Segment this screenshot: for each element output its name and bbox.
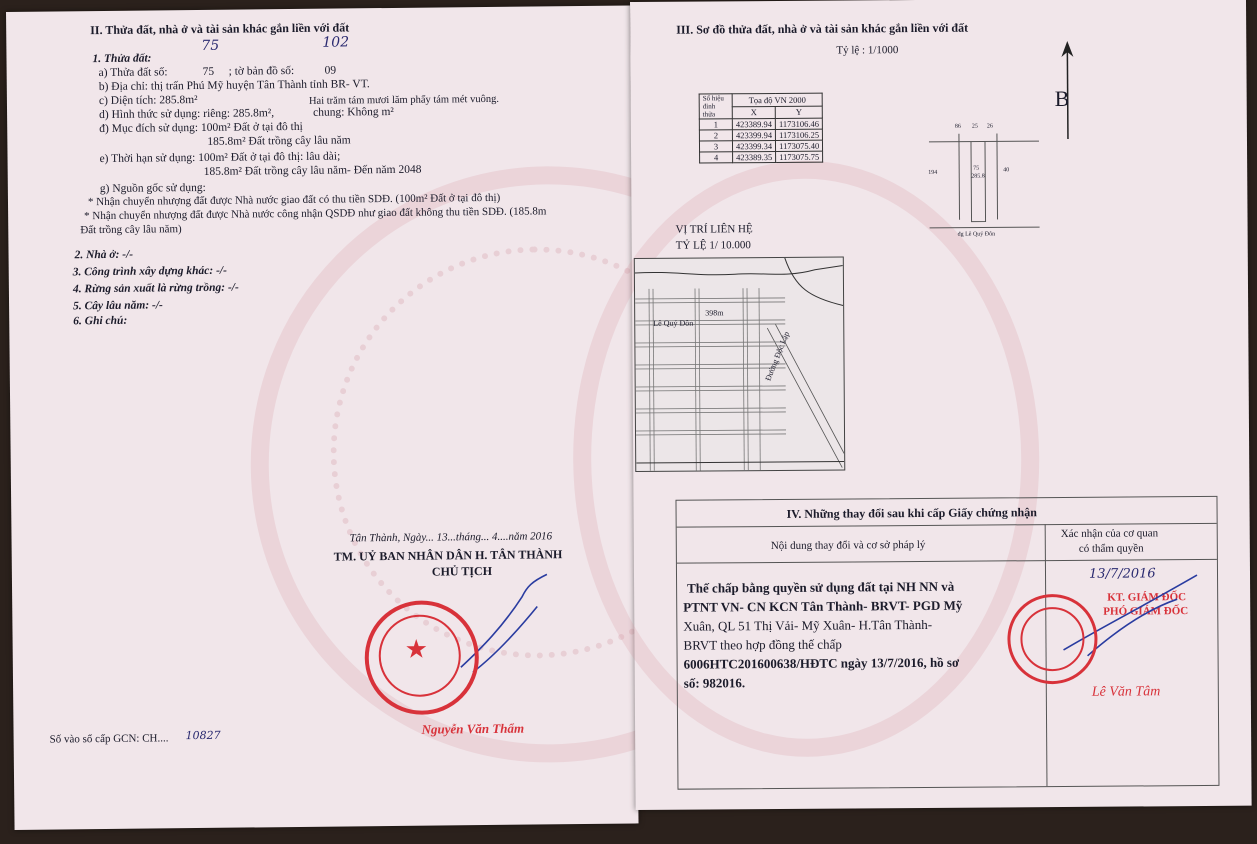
plot-number: 75 <box>973 165 980 172</box>
changes-header-divider <box>677 559 1217 564</box>
y-value: 1173106.46 <box>775 118 822 129</box>
change-date: 13/7/2016 <box>1088 566 1156 582</box>
house-item: 2. Nhà ở: -/- <box>74 248 134 262</box>
table-row <box>699 140 822 152</box>
origin-label: g) Nguồn gốc sử dụng: <box>99 181 206 196</box>
right-page <box>630 0 1252 810</box>
usage-purpose: đ) Mục đích sử dụng: 100m² Đất ở tại đô thị <box>99 120 303 136</box>
plot-right-label: 40 <box>1003 167 1010 174</box>
x-value: 423399.34 <box>732 140 775 151</box>
usage-term: e) Thời hạn sử dụng: 100m² Đất ở tại đô thị: lâu dài; <box>99 150 341 166</box>
location-map-streets <box>635 258 844 471</box>
plot-top-label: 86 <box>954 123 961 130</box>
forest-item: 4. Rừng sản xuất là rừng trồng: -/- <box>72 281 239 296</box>
area-in-words: Hai trăm tám mươi lăm phẩy tám mét vuông. <box>308 93 499 107</box>
left-page <box>6 5 639 829</box>
plot-top-label: 25 <box>971 123 978 130</box>
table-row <box>700 151 823 163</box>
change-line: Xuân, QL 51 Thị Vải- Mỹ Xuân- H.Tân Thành- <box>683 616 933 634</box>
coordinate-table <box>699 93 824 164</box>
diagram-scale: Tỷ lệ : 1/1000 <box>836 44 899 57</box>
office-seal <box>1007 594 1098 685</box>
register-number-value: 10827 <box>185 728 221 743</box>
change-line: 6006HTC201600638/HĐTC ngày 13/7/2016, hồ sơ <box>683 654 960 672</box>
map-sheet-value: 09 <box>324 64 337 77</box>
changes-table <box>675 496 1219 790</box>
address: b) Địa chỉ: thị trấn Phú Mỹ huyện Tân Thành tỉnh BR- VT. <box>98 78 370 94</box>
north-label: B <box>1054 85 1070 112</box>
y-header: Y <box>775 106 822 119</box>
authority-column-header-1: Xác nhận của cơ quan <box>1060 527 1159 541</box>
map-sheet-label: ; tờ bản đồ số: <box>228 64 295 78</box>
x-header: X <box>732 106 775 119</box>
vertex-id: 1 <box>699 119 732 130</box>
change-line: BRVT theo hợp đồng thế chấp <box>683 636 842 653</box>
changes-title: IV. Những thay đổi sau khi cấp Giấy chứng nhận <box>786 505 1037 521</box>
change-line: Thế chấp bằng quyền sử dụng đất tại NH NN và <box>687 578 955 596</box>
section-title: II. Thửa đất, nhà ở và tài sản khác gắn liền với đất <box>90 20 350 38</box>
handwritten-parcel-no: 75 <box>201 37 220 54</box>
sign-date: Tân Thành, Ngày... 13...tháng... 4....năm 2016 <box>349 530 553 545</box>
location-map <box>634 257 845 472</box>
vertex-id: 4 <box>700 152 733 163</box>
plot-sketch <box>919 123 1050 244</box>
y-value: 1173075.75 <box>776 151 823 162</box>
parcel-number-value: 75 <box>202 65 215 78</box>
origin-2: * Nhận chuyển nhượng đất được Nhà nước công nhận QSDĐ như giao đất không thu tiền SDĐ. (185.8m <box>84 205 547 223</box>
usage-term-2: 185.8m² Đất trồng cây lâu năm- Đến năm 2048 <box>203 163 422 178</box>
plot-left-label: 194 <box>928 169 938 176</box>
perennial-item: 5. Cây lâu năm: -/- <box>73 299 163 313</box>
chairman-title: CHỦ TỊCH <box>431 563 493 579</box>
authority: TM. UỶ BAN NHÂN DÂN H. TÂN THÀNH <box>333 547 563 564</box>
x-value: 423389.35 <box>733 151 776 162</box>
vertex-header: Số hiệu đỉnh thửa <box>699 94 732 119</box>
origin-3: Đất trồng cây lâu năm) <box>80 223 182 237</box>
y-value: 1173075.40 <box>776 140 823 151</box>
content-column-header: Nội dung thay đổi và cơ sở pháp lý <box>770 538 926 553</box>
committee-seal <box>364 600 479 715</box>
usage-common: chung: Không m² <box>313 105 394 119</box>
deputy-director: PHÓ GIÁM ĐỐC <box>1103 605 1189 618</box>
plot-road-label: đg Lê Quý Đôn <box>957 231 996 238</box>
usage-purpose-2: 185.8m² Đất trồng cây lâu năm <box>207 134 351 148</box>
handwritten-map-no: 102 <box>322 34 350 51</box>
vertex-id: 3 <box>699 141 732 152</box>
other-construction-item: 3. Công trình xây dựng khác: -/- <box>72 264 227 279</box>
vertex-id: 2 <box>699 130 732 141</box>
coord-header: Tọa độ VN 2000 <box>732 93 822 106</box>
location-scale: TỶ LỆ 1/ 10.000 <box>675 239 751 252</box>
street-label-doc-lap: Đường Độc Lập <box>763 330 792 383</box>
usage-form: d) Hình thức sử dụng: riêng: 285.8m², <box>99 107 275 122</box>
plot-top-label: 26 <box>986 123 993 130</box>
location-title: VỊ TRÍ LIÊN HỆ <box>675 223 753 236</box>
table-row <box>699 118 822 130</box>
street-label-le-quy-don: Lê Quý Đôn <box>653 318 694 328</box>
y-value: 1173106.25 <box>776 129 823 140</box>
notes-item: 6. Ghi chú: <box>73 314 128 328</box>
plot-area: 285.8 <box>971 173 985 180</box>
kt-director: KT. GIÁM ĐỐC <box>1107 591 1187 604</box>
register-number-label: Số vào sổ cấp GCN: CH.... <box>49 732 169 746</box>
change-line: số: 982016. <box>683 675 746 691</box>
star-icon: ★ <box>404 634 429 664</box>
chairman-name: Nguyễn Văn Thẩm <box>421 720 525 737</box>
area: c) Diện tích: 285.8m² <box>98 93 198 108</box>
table-row <box>699 129 822 141</box>
x-value: 423389.94 <box>732 118 775 129</box>
distance-label: 398m <box>705 308 724 318</box>
authority-column-header-2: có thẩm quyền <box>1078 542 1144 555</box>
diagram-section-title: III. Sơ đồ thửa đất, nhà ở và tài sản khác gắn liền với đất <box>676 20 969 37</box>
parcel-number-label: a) Thửa đất số: <box>98 66 168 80</box>
x-value: 423399.94 <box>732 129 775 140</box>
origin-1: * Nhận chuyển nhượng đất được Nhà nước giao đất có thu tiền SDĐ. (100m² Đất ở tại đô thị) <box>87 191 501 209</box>
officer-name: Lê Văn Tâm <box>1091 684 1161 700</box>
item1-title: 1. Thửa đất: <box>92 52 152 66</box>
change-line: PTNT VN- CN KCN Tân Thành- BRVT- PGD Mỹ <box>683 597 963 615</box>
